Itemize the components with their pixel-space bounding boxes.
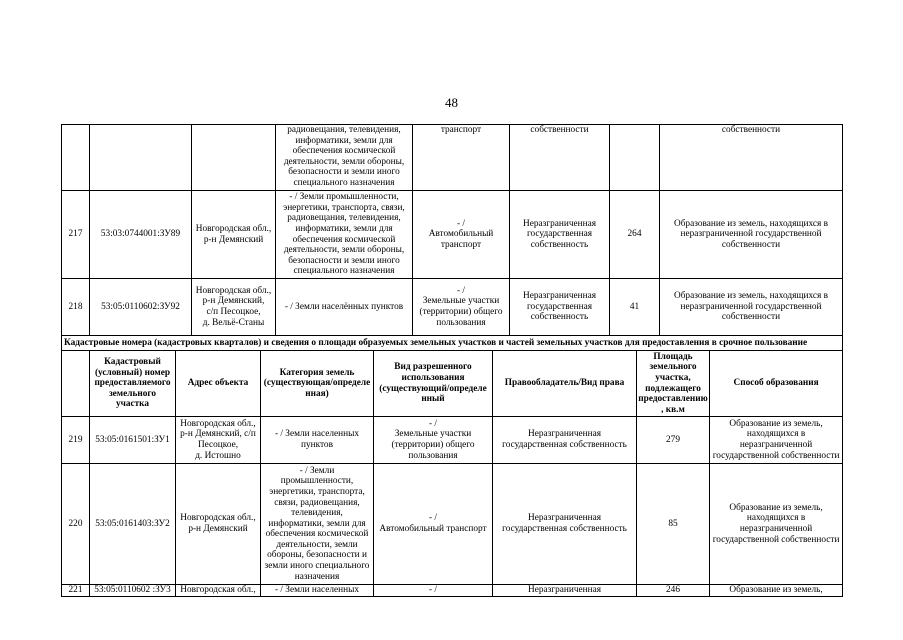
header-land-category: Категория земель (существующая/определе нная) (261, 351, 374, 417)
address-cell: Новгородская обл., р-н Демянский, с/п Песоцкое, д. Истошно (176, 417, 261, 464)
land-plots-table-continued (61, 124, 843, 336)
formation-method-cell: Образование из земель, (710, 585, 843, 597)
header-owner: Правообладатель/Вид права (493, 351, 637, 417)
area-cell: 279 (637, 417, 710, 464)
table-row (62, 191, 843, 279)
land-category-cell: - / Земли населенных пунктов (261, 417, 374, 464)
table-caption-row (62, 336, 843, 351)
address-cell: Новгородская обл., р-н Демянский, с/п Песоцкое, д. Вельё-Станы (192, 279, 276, 336)
cadastral-number-cell: 53:05:0110602 :ЗУ3 (90, 585, 176, 597)
row-number-cell: 220 (62, 464, 90, 585)
page-number: 48 (445, 95, 458, 110)
header-address: Адрес объекта (176, 351, 261, 417)
formation-method-cell: Образование из земель, находящихся в неразграниченной государственной собственности (660, 279, 843, 336)
area-cell: 85 (637, 464, 710, 585)
land-category-cell: - / Земли населенных (261, 585, 374, 597)
formation-method-cell: собственности (660, 125, 843, 191)
table-row (62, 585, 843, 597)
row-number-cell: 219 (62, 417, 90, 464)
table-row (62, 125, 843, 191)
permitted-use-cell: - / Земельные участки (территории) общего пользования (374, 417, 493, 464)
area-cell (610, 125, 660, 191)
owner-cell: Неразграниченная государственная собственность (493, 417, 637, 464)
land-category-cell: - / Земли населённых пунктов (276, 279, 413, 336)
address-cell: Новгородская обл., р-н Демянский (192, 191, 276, 279)
address-cell (192, 125, 276, 191)
short-term-use-plots-table (61, 335, 843, 597)
formation-method-cell: Образование из земель, находящихся в неразграниченной государственной собственности (710, 417, 843, 464)
cadastral-number-cell (90, 125, 192, 191)
owner-cell: Неразграниченная государственная собственность (510, 279, 610, 336)
table-row (62, 279, 843, 336)
permitted-use-cell: - / Автомобильный транспорт (413, 191, 510, 279)
header-area: Площадь земельного участка, подлежащего предоставлению , кв.м (638, 351, 708, 415)
land-category-cell: радиовещания, телевидения, информатики, земли для обеспечения космической деятельности, земли обороны, безопасности и земли иного специального назначения (276, 125, 413, 191)
table-row (62, 417, 843, 464)
area-cell: 246 (637, 585, 710, 597)
owner-cell: Неразграниченная (493, 585, 637, 597)
header-formation-method: Способ образования (710, 351, 843, 417)
permitted-use-cell: - / Автомобильный транспорт (374, 464, 493, 585)
cadastral-number-cell: 53:03:0744001:ЗУ89 (90, 191, 192, 279)
cadastral-number-cell: 53:05:0110602:ЗУ92 (90, 279, 192, 336)
land-category-cell: - / Земли промышленности, энергетики, транспорта, связи, радиовещания, телевидения, информатики, земли для обеспечения космической деятельности, земли обороны, безопасности и земли иного специального назначения (261, 464, 374, 585)
table-header-row (62, 351, 843, 417)
cadastral-number-cell: 53:05:0161501:ЗУ1 (90, 417, 176, 464)
permitted-use-cell: транспорт (413, 125, 510, 191)
row-number-cell (62, 125, 90, 191)
owner-cell: Неразграниченная государственная собственность (510, 191, 610, 279)
header-number (62, 351, 90, 417)
area-cell: 264 (610, 191, 660, 279)
owner-cell: Неразграниченная государственная собственность (493, 464, 637, 585)
formation-method-cell: Образование из земель, находящихся в неразграниченной государственной собственности (710, 464, 843, 585)
row-number-cell: 217 (62, 191, 90, 279)
row-number-cell: 218 (62, 279, 90, 336)
permitted-use-cell: - / Земельные участки (территории) общего пользования (413, 279, 510, 336)
permitted-use-cell: - / (374, 585, 493, 597)
land-category-cell: - / Земли промышленности, энергетики, транспорта, связи, радиовещания, телевидения, информатики, земли для обеспечения космической деятельности, земли обороны, безопасности и земли иного специального назначения (276, 191, 413, 279)
row-number-cell: 221 (62, 585, 90, 597)
table-row (62, 464, 843, 585)
formation-method-cell: Образование из земель, находящихся в неразграниченной государственной собственности (660, 191, 843, 279)
cadastral-number-cell: 53:05:0161403:ЗУ2 (90, 464, 176, 585)
address-cell: Новгородская обл., (176, 585, 261, 597)
address-cell: Новгородская обл., р-н Демянский (176, 464, 261, 585)
owner-cell: собственности (510, 125, 610, 191)
header-permitted-use: Вид разрешенного использования (существующий/определе нный (374, 351, 493, 417)
area-cell: 41 (610, 279, 660, 336)
table-caption: Кадастровые номера (кадастровых кварталов) и сведения о площади образуемых земельных участков и частей земельных участков для предоставления в срочное пользование (62, 336, 843, 351)
header-cadastral-number: Кадастровый (условный) номер предоставляемого земельного участка (90, 351, 176, 417)
